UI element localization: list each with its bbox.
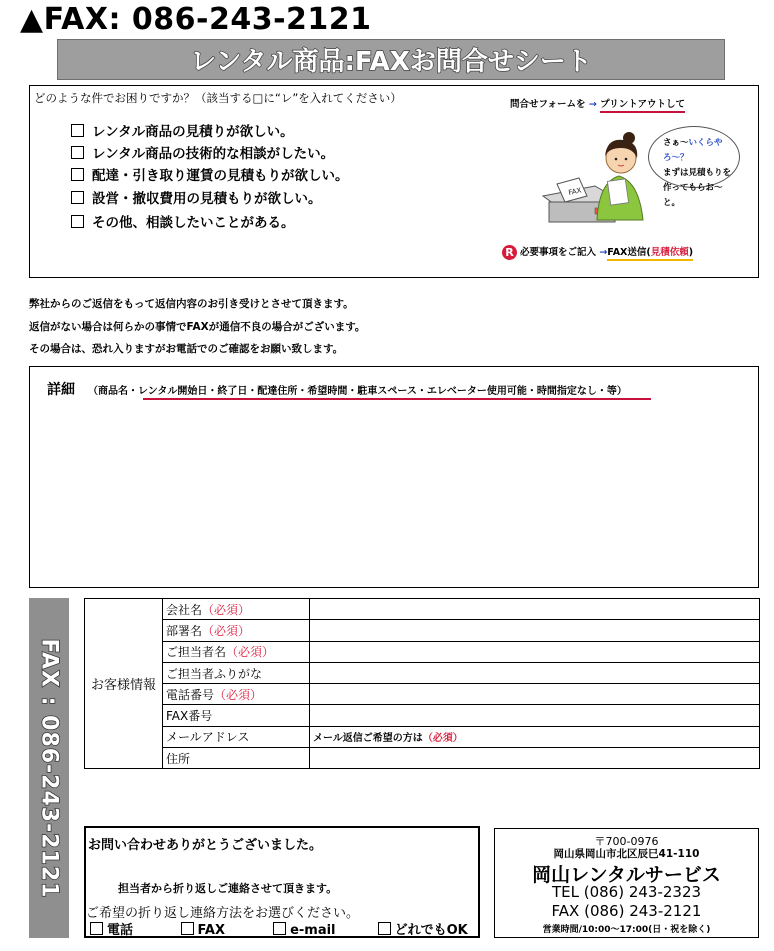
field-label: ご担当者ふりがな [166,666,263,681]
form-instruction [510,96,685,110]
details-hint: （商品名・レンタル開始日・終了日・配達住所・希望時間・駐車スペース・エレベーター使用可能・時間指定なし・等） [88,386,627,397]
company-name: 岡山レンタルサービス [532,864,721,886]
table-row [85,748,760,769]
contact-method-prompt: ご希望の折り返し連絡方法をお選びください。 [86,906,360,921]
table-row [85,705,760,726]
field-label: 会社名 [166,602,203,617]
field-label: メールアドレス [166,730,250,745]
bubble-text: さぁ〜 [663,138,689,148]
table-row [85,726,760,747]
reply-note: 弊社からのご返信をもって返信内容のお引き受けとさせて頂きます。 [29,298,354,310]
table-row [85,620,760,641]
inquiry-type-section [29,85,759,278]
details-textarea[interactable] [29,366,759,588]
contact-name-input[interactable] [310,641,760,662]
option-label: 配達・引き取り運賃の見積もりが欲しい。 [92,168,349,184]
side-fax-band [29,598,69,938]
company-fax: FAX (086) 243-2121 [551,902,702,920]
thanks-section [84,826,480,938]
checkbox-icon[interactable] [273,922,286,935]
required-mark: （必須） [202,602,251,617]
table-row [85,599,760,620]
estimate-request-text: 見積依頼 [650,247,689,258]
company-name-input[interactable] [310,599,760,620]
details-label: 詳細 [47,382,75,398]
reply-note: 返信がない場合は何らかの事情でFAXが通信不良の場合がございます。 [29,321,366,333]
option-label: e-mail [290,923,336,938]
arrow-icon: → [599,247,608,258]
field-label-phone [163,684,310,705]
option-label: レンタル商品の技術的な相談がしたい。 [92,146,335,162]
business-hours: 営業時間/10:00〜17:00(日・祝を除く) [542,925,711,935]
print-out-label: プリントアウトして [600,99,685,113]
department-input[interactable] [310,620,760,641]
field-label: FAX番号 [166,709,213,724]
method-email[interactable] [273,922,373,938]
fax-number-input[interactable] [310,705,760,726]
checkbox-icon[interactable] [181,922,194,935]
required-mark: （必須） [214,687,263,702]
r-badge-icon: R [502,245,517,260]
furigana-input[interactable] [310,662,760,683]
side-fax-number: FAX : 086-243-2121 [36,638,62,898]
option-delivery[interactable] [71,164,349,184]
checkbox-icon[interactable] [378,922,391,935]
customer-info-table [84,598,760,769]
field-label: 住所 [166,751,191,766]
required-mark: （必須） [226,645,275,660]
option-label: その他、相談したいことがある。 [92,215,295,231]
thanks-title: お問い合わせありがとうございました。 [88,838,323,853]
required-mark: （必須） [422,733,463,745]
table-row [85,684,760,705]
contact-method-options [90,919,468,938]
callback-note: 担当者から折り返しご連絡させて頂きます。 [118,882,338,895]
field-label: 部署名 [166,623,203,638]
checkbox-icon[interactable] [71,124,84,137]
option-label: 設営・撤収費用の見積もりが欲しい。 [92,191,322,207]
bubble-text: まずは見積もりを [663,168,732,178]
fax-send-text: FAX送信( [607,247,651,258]
flow-prefix: 必要事項をご記入 [520,247,597,258]
woman-fax-illustration-icon [535,124,655,234]
option-label: 電話 [107,923,134,938]
option-technical[interactable] [71,142,334,162]
fax-send-close: ) [688,247,694,258]
bubble-text: 作ってもらお〜と。 [663,183,723,208]
option-label: レンタル商品の見積りが欲しい。 [92,124,294,140]
phone-input[interactable] [310,684,760,705]
fax-number-header: ▲FAX: 086-243-2121 [20,2,372,37]
method-fax[interactable] [181,922,269,938]
checkbox-icon[interactable] [71,168,84,181]
checkbox-icon[interactable] [71,146,84,159]
option-other[interactable] [71,211,295,231]
option-label: どれでもOK [394,923,468,938]
form-note-prefix: 問合せフォームを [510,99,586,110]
arrow-icon: → [588,99,597,110]
bubble-text-blue: いくらやろ〜？ [663,138,723,163]
method-phone[interactable] [90,919,176,938]
company-postal: 〒700-0976 [594,835,659,848]
fax-flow-instruction [502,244,693,260]
company-info [494,828,759,938]
method-any[interactable] [378,919,468,938]
title-bar [57,39,725,80]
email-input[interactable] [310,726,760,747]
field-label-contact [163,641,310,662]
field-label-fax [163,705,310,726]
customer-info-label: お客様情報 [85,599,163,769]
fax-send-label [607,247,693,261]
hint-underline [143,398,651,400]
field-label-company [163,599,310,620]
option-label: FAX [197,923,226,938]
field-label-email [163,726,310,747]
table-row [85,662,760,683]
table-row [85,641,760,662]
checkbox-icon[interactable] [71,215,84,228]
page-title: レンタル商品:FAXお問合せシート [190,47,592,77]
company-tel: TEL (086) 243-2323 [551,883,702,901]
field-label: ご担当者名 [166,645,227,660]
field-label-address [163,748,310,769]
speech-bubble [648,126,740,208]
checkbox-icon[interactable] [90,922,103,935]
required-mark: （必須） [202,623,251,638]
option-estimate[interactable] [71,120,294,140]
company-address: 岡山県岡山市北区辰巳41-110 [553,848,700,860]
inquiry-question: どのような件でお困りですか？（該当する□に“レ”を入れてください） [34,91,402,105]
checkbox-icon[interactable] [71,191,84,204]
option-setup[interactable] [71,187,322,207]
field-label-furigana [163,662,310,683]
field-label: 電話番号 [166,687,215,702]
address-input[interactable] [310,748,760,769]
field-label-department [163,620,310,641]
fax-icon-label: FAX [567,186,583,197]
email-note: メール返信ご希望の方は [313,733,423,745]
reply-note: その場合は、恐れ入りますがお電話でのご確認をお願い致します。 [29,343,344,355]
